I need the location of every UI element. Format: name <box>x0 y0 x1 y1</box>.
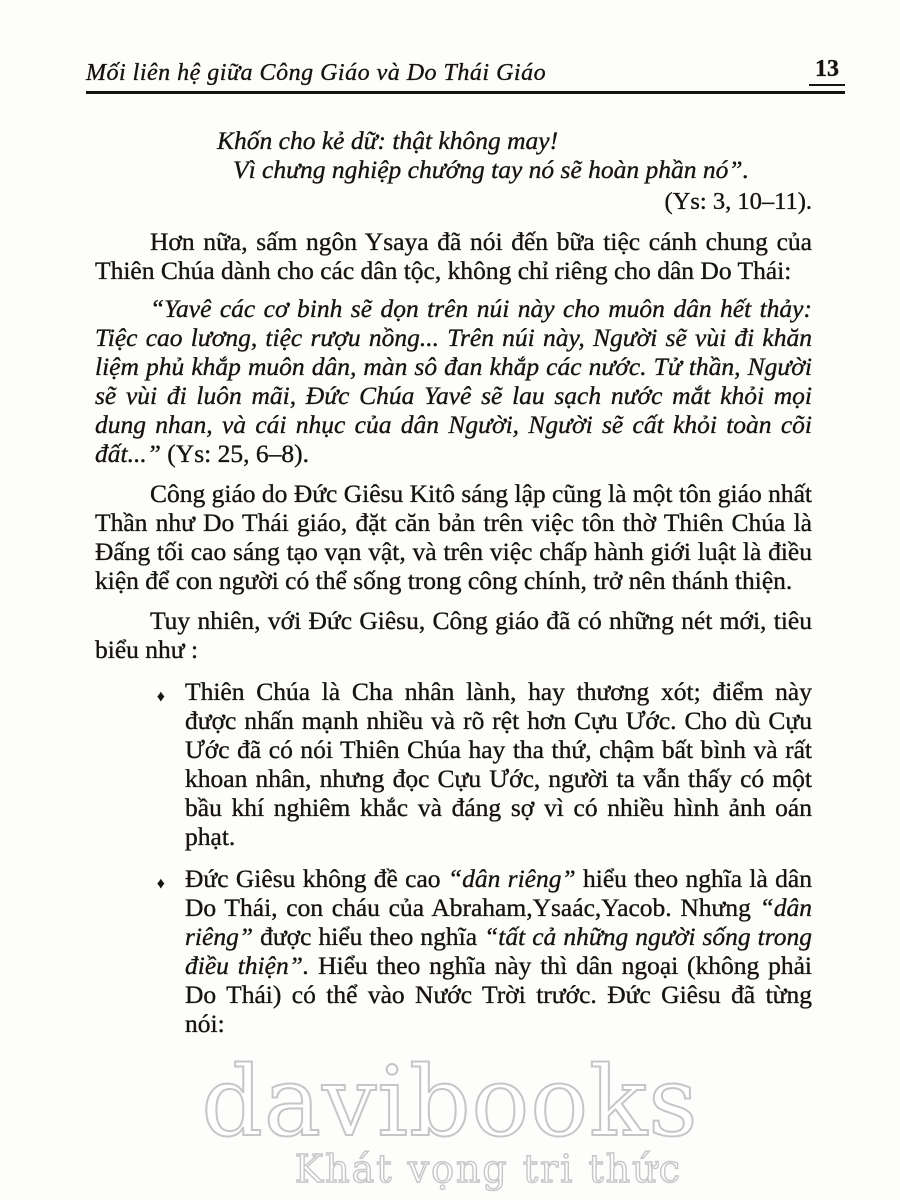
watermark-tagline: Khát vọng tri thức <box>294 1147 682 1191</box>
diamond-bullet-icon: ♦ <box>157 689 165 705</box>
paragraph-however: Tuy nhiên, với Đức Giêsu, Công giáo đã có những nét mới, tiêu biểu như : <box>95 606 812 664</box>
poem-quote <box>217 126 812 216</box>
scripture-quote <box>95 294 812 468</box>
list-item-text: Thiên Chúa là Cha nhân lành, hay thương xót; điểm này được nhấn mạnh nhiều và rõ rệt hơn Cựu Ước. Cho dù Cựu Ước đã có nói Thiên Chúa hay tha thứ, chậm bất bình và rất khoan nhân, nhưng đọc Cựu Ước, người ta vẫn thấy có một bầu khí nghiêm khắc và đáng sợ vì có nhiều hình ảnh oán phạt. <box>185 677 812 851</box>
watermark <box>170 1045 730 1191</box>
paragraph-catholic: Công giáo do Đức Giêsu Kitô sáng lập cũng là một tôn giáo nhất Thần như Do Thái giáo, đặt căn bản trên việc tôn thờ Thiên Chúa là Đấng tối cao sáng tạo vạn vật, và trên việc chấp hành giới luật là điều kiện để con người có thể sống trong công chính, trở nên thánh thiện. <box>95 479 812 595</box>
chapter-title: Mối liên hệ giữa Công Giáo và Do Thái Giáo <box>86 60 547 86</box>
scripture-reference: (Ys: 3, 10–11). <box>664 188 812 215</box>
quoted-term: “tất cả những người sống trong điều thiện”. <box>185 922 812 980</box>
feature-list <box>95 677 812 1038</box>
list-item-text: hiểu theo nghĩa là dân Do Thái, con cháu của Abraham,Ysaác,Yacob. Nhưng <box>185 864 812 922</box>
list-item-text: Đức Giêsu không đề cao <box>185 864 448 893</box>
quoted-term: “dân riêng” <box>447 864 576 893</box>
list-item <box>95 864 812 1038</box>
scripture-reference: (Ys: 25, 6–8). <box>160 439 309 468</box>
diamond-bullet-icon: ♦ <box>157 876 165 892</box>
list-item-text: được hiểu theo nghĩa <box>253 922 485 951</box>
list-item-text: Hiểu theo nghĩa này thì dân ngoại (không phải Do Thái) có thể vào Nước Trời trước. Đức Giêsu đã từng nói: <box>185 951 812 1038</box>
poem-line: Vì chưng nghiệp chướng tay nó sẽ hoàn phần nó”. <box>233 155 749 184</box>
list-item <box>95 677 812 851</box>
poem-line: Khốn cho kẻ dữ: thật không may! <box>217 126 559 155</box>
watermark-logo-text: davibooks <box>201 1045 699 1158</box>
running-header <box>86 56 845 94</box>
page-body <box>95 126 812 1038</box>
scripture-quote-text: “Yavê các cơ binh sẽ dọn trên núi này cho muôn dân hết thảy: Tiệc cao lương, tiệc rượu nồng... Trên núi này, Người sẽ vùi đi khăn liệm phủ khắp muôn dân, màn sô đan khắp các nước. Tử thần, Người sẽ vùi đi luôn mãi, Đức Chúa Yavê sẽ lau sạch nước mắt khỏi mọi dung nhan, và cái nhục của dân Người, Người sẽ cất khỏi toàn cõi đất...” <box>95 294 812 468</box>
quoted-term: “dân riêng” <box>185 893 812 951</box>
page-number: 13 <box>809 56 845 86</box>
paragraph-intro: Hơn nữa, sấm ngôn Ysaya đã nói đến bữa tiệc cánh chung của Thiên Chúa dành cho các dân tộc, không chỉ riêng cho dân Do Thái: <box>95 227 812 285</box>
